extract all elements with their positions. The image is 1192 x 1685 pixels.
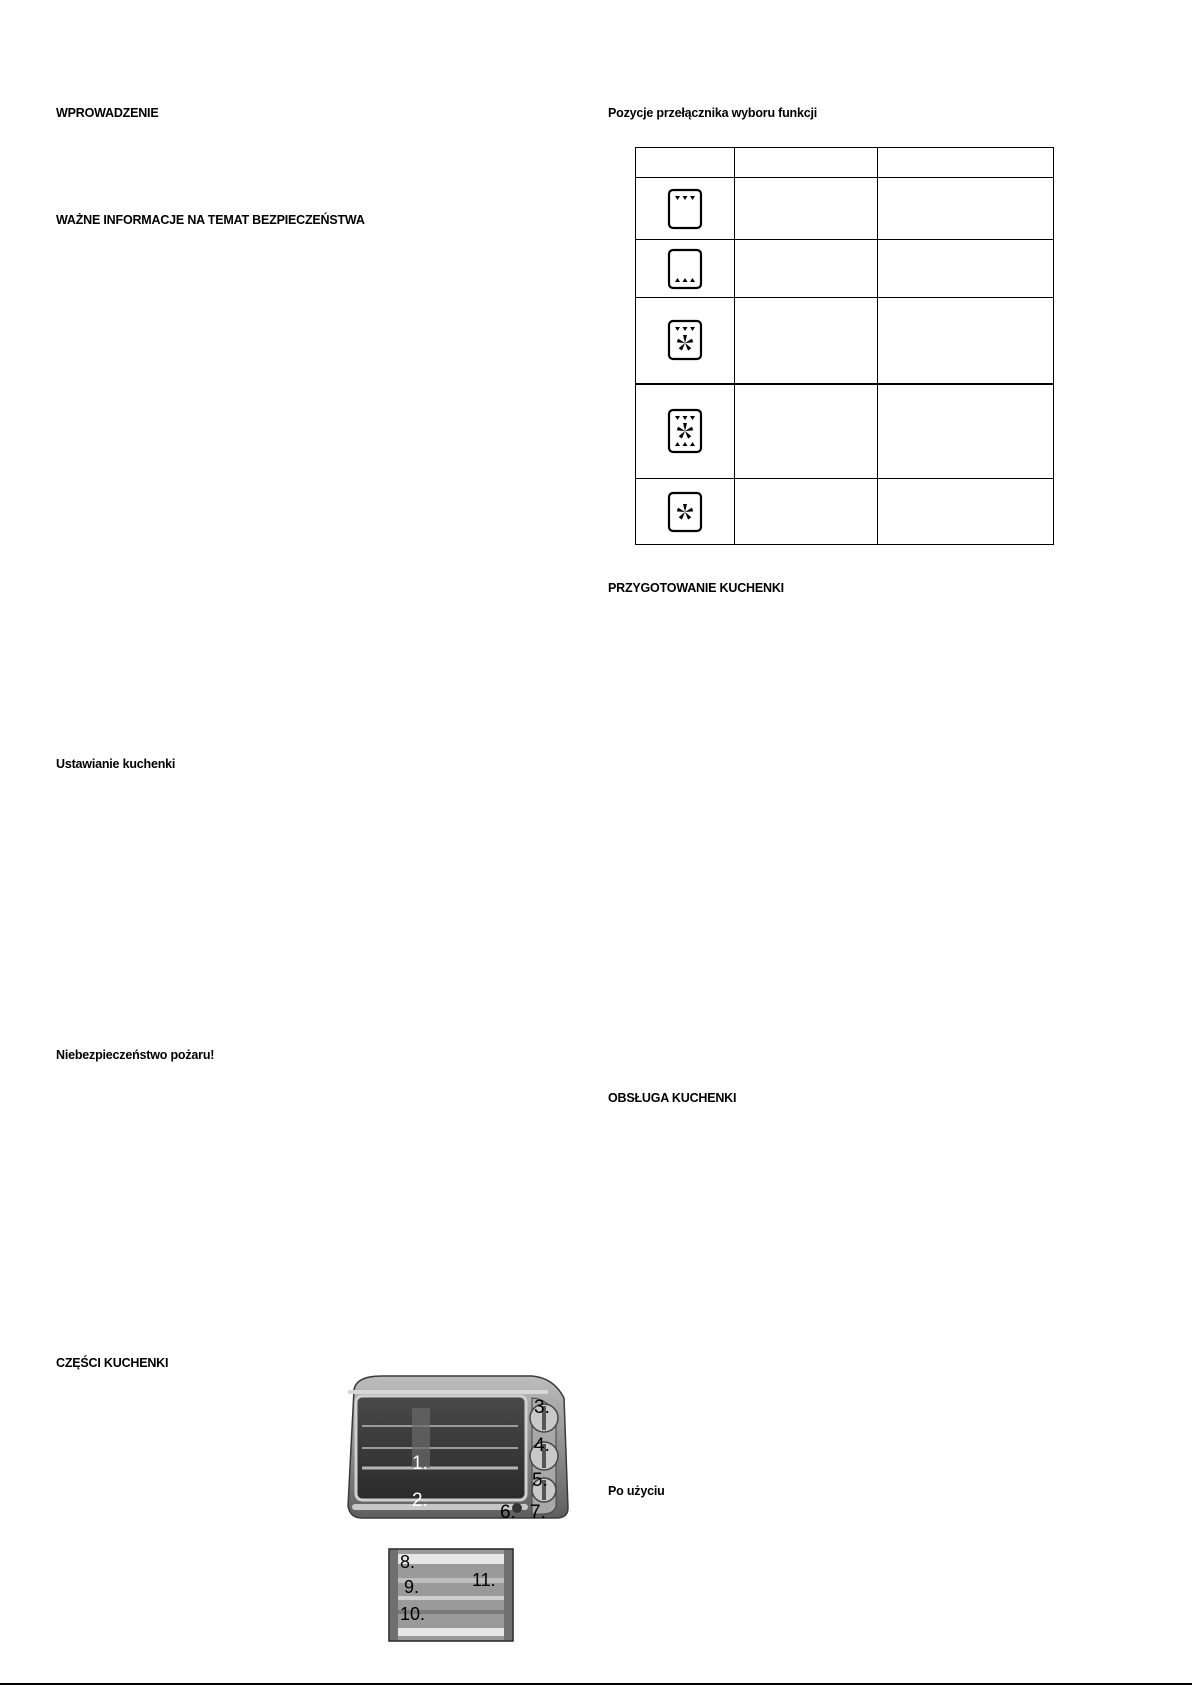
oven-illustration — [342, 1368, 572, 1528]
fire-hazard-heading: Niebezpieczeństwo pożaru! — [56, 1048, 215, 1062]
table-row — [636, 178, 1054, 240]
table-row — [636, 384, 1054, 479]
oven-label-5: 5. — [532, 1470, 548, 1491]
rack-label-10: 10. — [400, 1604, 426, 1624]
table-header-cell — [878, 148, 1054, 178]
table-cell — [735, 479, 878, 545]
table-row — [636, 240, 1054, 298]
table-cell — [878, 479, 1054, 545]
table-cell — [735, 384, 878, 479]
table-cell-icon — [636, 240, 735, 298]
rack-label-8: 8. — [400, 1552, 416, 1572]
placement-heading: Ustawianie kuchenki — [56, 757, 176, 771]
table-cell — [878, 240, 1054, 298]
table-cell — [735, 240, 878, 298]
bottom-heat-icon — [666, 247, 704, 291]
table-cell — [735, 178, 878, 240]
table-cell-icon — [636, 384, 735, 479]
safety-heading: WAŻNE INFORMACJE NA TEMAT BEZPIECZEŃSTWA — [56, 213, 365, 227]
intro-heading: WPROWADZENIE — [56, 106, 159, 120]
table-header-cell — [636, 148, 735, 178]
oven-label-4: 4. — [534, 1435, 550, 1456]
oven-parts-heading: CZĘŚCI KUCHENKI — [56, 1356, 169, 1370]
table-cell — [878, 298, 1054, 384]
table-cell-icon — [636, 178, 735, 240]
oven-preparation-heading: PRZYGOTOWANIE KUCHENKI — [608, 581, 784, 595]
oven-label-7: 7. — [530, 1502, 546, 1523]
oven-label-6: 6. — [500, 1502, 516, 1523]
function-selector-heading: Pozycje przełącznika wyboru funkcji — [608, 106, 818, 120]
oven-label-3: 3. — [534, 1397, 550, 1418]
oven-label-1: 1. — [412, 1453, 428, 1474]
table-header-cell — [735, 148, 878, 178]
rack-label-9: 9. — [404, 1577, 420, 1597]
table-cell — [735, 298, 878, 384]
table-cell — [878, 384, 1054, 479]
function-table — [635, 147, 1054, 545]
after-use-heading: Po użyciu — [608, 1484, 665, 1498]
table-row — [636, 298, 1054, 384]
top-heat-icon — [666, 187, 704, 231]
top-bottom-heat-fan-icon — [666, 407, 704, 455]
oven-operation-heading: OBSŁUGA KUCHENKI — [608, 1091, 737, 1105]
table-cell-icon — [636, 479, 735, 545]
function-table-header-row — [636, 148, 1054, 178]
table-cell-icon — [636, 298, 735, 384]
rack-label-11: 11. — [472, 1570, 496, 1590]
oven-interior-illustration — [388, 1548, 514, 1642]
fan-only-icon — [666, 490, 704, 534]
top-heat-fan-icon — [666, 318, 704, 362]
table-cell — [878, 178, 1054, 240]
oven-label-2: 2. — [412, 1490, 428, 1511]
table-row — [636, 479, 1054, 545]
